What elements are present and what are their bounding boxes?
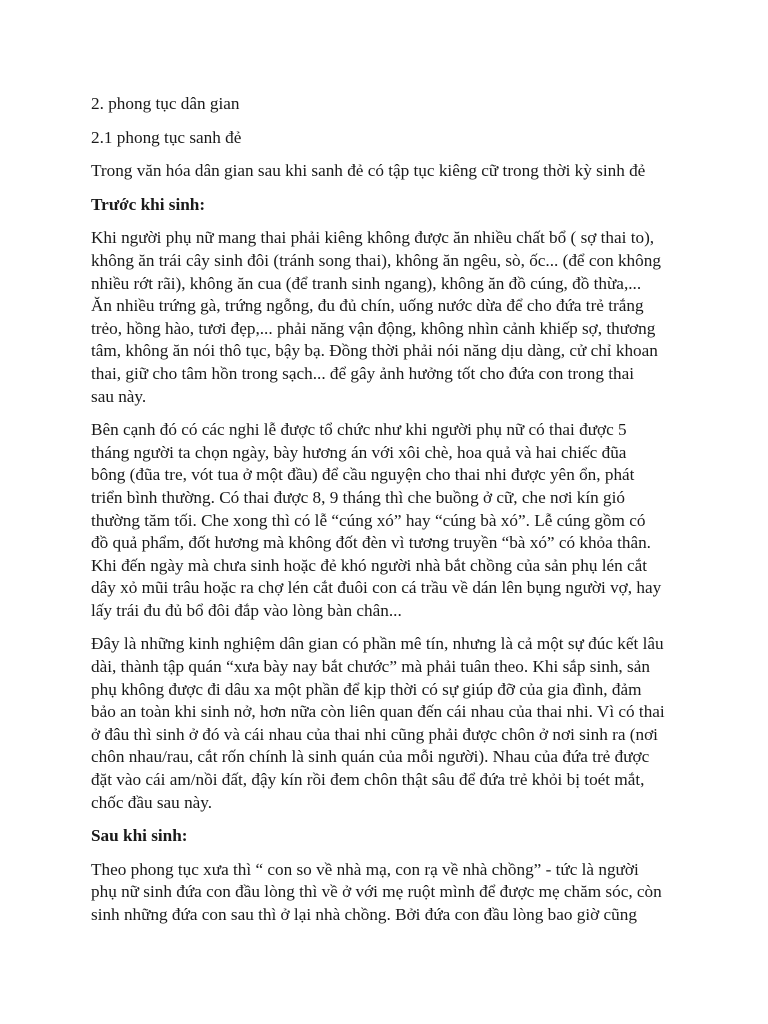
text-line: đồ quả phẩm, đốt hương mà không đốt đèn vì tương truyền “bà xó” có khỏa thân.	[91, 533, 651, 553]
text-line: sau này.	[91, 386, 147, 406]
text-line: trẻo, hồng hào, tươi đẹp,... phải năng vận động, không nhìn cảnh khiếp sợ, thương	[91, 318, 656, 338]
document-body	[91, 93, 683, 938]
paragraph	[91, 633, 683, 814]
text-line: chốc đầu sau này.	[91, 792, 213, 812]
text-line: Khi người phụ nữ mang thai phải kiêng không được ăn nhiều chất bổ ( sợ thai to),	[91, 228, 655, 248]
text-line: ở đâu thì sinh ở đó và cái nhau của thai nhi cũng phải được chôn ở nơi sinh ra (nơi	[91, 724, 658, 744]
text-line: bảo an toàn khi sinh nở, hơn nữa còn liên quan đến cái nhau của thai nhi. Vì có thai	[91, 702, 665, 722]
paragraph	[91, 93, 683, 116]
paragraph	[91, 419, 683, 622]
text-line: bông (đũa tre, vót tua ở một đầu) để cầu nguyện cho thai nhi được yên ổn, phát	[91, 465, 635, 485]
paragraph	[91, 160, 683, 183]
text-line: tâm, không ăn nói thô tục, bậy bạ. Đồng thời phải nói năng dịu dàng, cử chỉ khoan	[91, 341, 658, 361]
section-heading	[91, 825, 683, 848]
text-line: thai, giữ cho tâm hồn trong sạch... để gây ảnh hưởng tốt cho đứa con trong thai	[91, 363, 634, 383]
paragraph	[91, 859, 683, 927]
text-line: dây xỏ mũi trâu hoặc ra chợ lén cắt đuôi con cá trầu về dán lên bụng người vợ, hay	[91, 578, 662, 598]
text-line: dài, thành tập quán “xưa bày nay bắt chước” mà phải tuân theo. Khi sắp sinh, sản	[91, 657, 650, 677]
text-line: Trong văn hóa dân gian sau khi sanh đẻ có tập tục kiêng cữ trong thời kỳ sinh đẻ	[91, 161, 646, 181]
text-line: thường tăm tối. Che xong thì có lễ “cúng xó” hay “cúng bà xó”. Lễ cúng gồm có	[91, 510, 646, 530]
text-line: Sau khi sinh:	[91, 826, 188, 846]
text-line: Khi đến ngày mà chưa sinh hoặc đẻ khó người nhà bắt chồng của sản phụ lén cắt	[91, 555, 648, 575]
text-line: Đây là những kinh nghiệm dân gian có phần mê tín, nhưng là cả một sự đúc kết lâu	[91, 634, 664, 654]
text-line: Theo phong tục xưa thì “ con so về nhà mạ, con rạ về nhà chồng” - tức là người	[91, 859, 639, 879]
text-line: 2. phong tục dân gian	[91, 94, 240, 113]
text-line: lấy trái đu đủ bổ đôi đắp vào lòng bàn chân...	[91, 600, 402, 620]
paragraph	[91, 227, 683, 408]
text-line: nhiều rớt rãi), không ăn cua (để tranh sinh ngang), không ăn đồ cúng, đồ thừa,...	[91, 273, 642, 293]
section-heading	[91, 194, 683, 217]
text-line: tháng người ta chọn ngày, bày hương án với xôi chè, hoa quả và hai chiếc đũa	[91, 442, 627, 462]
paragraph	[91, 127, 683, 150]
text-line: phụ nữ sinh đứa con đầu lòng thì về ở với mẹ ruột mình để được mẹ chăm sóc, còn	[91, 882, 662, 902]
text-line: Bên cạnh đó có các nghi lễ được tổ chức như khi người phụ nữ có thai được 5	[91, 420, 627, 440]
text-line: phụ không được đi dâu xa một phần để kịp thời có sự giúp đỡ của gia đình, đảm	[91, 679, 642, 699]
text-line: 2.1 phong tục sanh đẻ	[91, 127, 242, 147]
text-line: triển bình thường. Có thai được 8, 9 tháng thì che buồng ở cữ, che nơi kín gió	[91, 487, 626, 507]
text-line: Ăn nhiều trứng gà, trứng ngỗng, đu đủ chín, uống nước dừa để cho đứa trẻ trắng	[91, 296, 644, 316]
text-line: đặt vào cái am/nồi đất, đậy kín rồi đem chôn thật sâu để đứa trẻ khỏi bị toét mắt,	[91, 770, 645, 790]
text-line: không ăn trái cây sinh đôi (tránh song thai), không ăn ngêu, sò, ốc... (để con không	[91, 250, 661, 270]
text-line: chôn nhau/rau, cắt rốn chính là sinh quán của mỗi người). Nhau của đứa trẻ được	[91, 747, 650, 767]
text-line: sinh những đứa con sau thì ở lại nhà chồng. Bởi đứa con đầu lòng bao giờ cũng	[91, 905, 637, 924]
text-line: Trước khi sinh:	[91, 194, 206, 214]
